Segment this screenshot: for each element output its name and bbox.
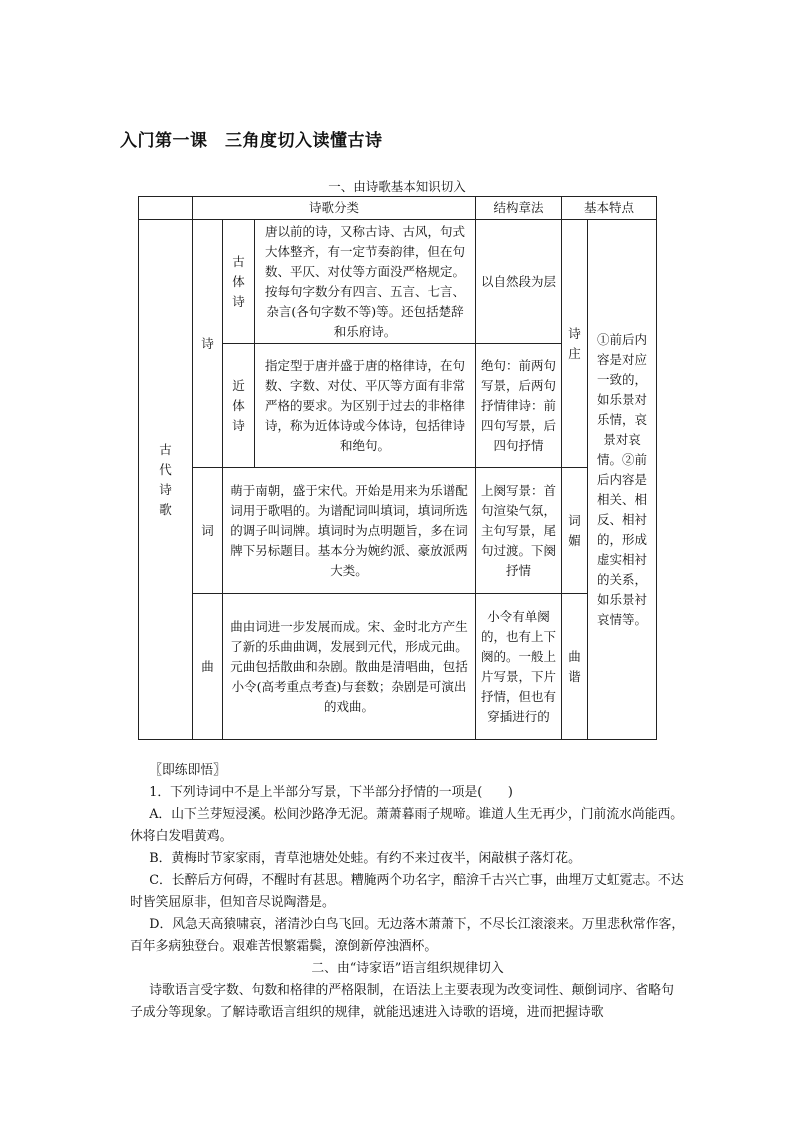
section-2-intro: 诗歌语言受字数、句数和格律的严格限制，在语法上主要表现为改变词性、颠倒词序、省略句子成分等现象。了解诗歌语言组织的规律，就能迅速进入诗歌的语境，进而把握诗歌 xyxy=(130,983,674,1020)
option-c: C．长醉后方何碍，不醒时有甚思。糟腌两个功名字，醅渰千古兴亡事，曲埋万丈虹霓志。不达时皆笑屈原非，但知音尽说陶潜是。 xyxy=(130,873,684,910)
poetry-knowledge-table xyxy=(138,196,657,740)
qu-trait-cell xyxy=(562,594,588,740)
practice-section xyxy=(130,760,685,1024)
ci-description: 萌于南朝，盛于宋代。开始是用来为乐谱配词用于歌唱的。为谱配词叫填词，填词所选的调子叫词牌。填词时为点明题旨，多在词牌下另标题目。基本分为婉约派、豪放派两大类。 xyxy=(223,468,476,594)
jintishi-name-cell xyxy=(223,344,255,468)
qu-description: 曲由词进一步发展而成。宋、金时北方产生了新的乐曲曲调，发展到元代，形成元曲。元曲包括散曲和杂剧。散曲是清唱曲，包括小令(高考重点考查)与套数；杂剧是可演出的戏曲。 xyxy=(223,594,476,740)
qu-trait: 曲谐 xyxy=(568,648,581,684)
gutishi-name-cell xyxy=(223,220,255,344)
era-label: 古代诗歌 xyxy=(159,441,172,517)
table-row-qu xyxy=(139,594,657,740)
jintishi-name: 近体诗 xyxy=(232,377,245,433)
era-cell xyxy=(139,220,193,740)
header-features: 基本特点 xyxy=(562,197,657,220)
features-description: ①前后内容是对应一致的，如乐景对乐情，哀景对哀情。②前后内容是相关、相反、相衬的，形成虚实相衬的关系，如乐景衬哀情等。 xyxy=(588,220,657,740)
gutishi-structure: 以自然段为层 xyxy=(476,220,562,344)
question-1: 1．下列诗词中不是上半部分写景，下半部分抒情的一项是( ) xyxy=(149,785,513,800)
section-2-heading: 二、由“诗家语”语言组织规律切入 xyxy=(311,961,504,976)
qu-label: 曲 xyxy=(201,658,214,674)
option-b: B．黄梅时节家家雨，青草池塘处处蛙。有约不来过夜半，闲敲棋子落灯花。 xyxy=(149,851,581,866)
table-header-row xyxy=(139,197,657,220)
shi-label: 诗 xyxy=(201,335,214,351)
ci-structure: 上阕写景：首句渲染气氛，主句写景，尾句过渡。下阕抒情 xyxy=(476,468,562,594)
ci-label: 词 xyxy=(201,522,214,538)
ci-trait: 词媚 xyxy=(568,512,581,548)
gutishi-description: 唐以前的诗，又称古诗、古风，句式大体整齐，有一定节奏韵律，但在句数、平仄、对仗等方面没严格规定。按每句字数分有四言、五言、七言、杂言(各句字数不等)等。还包括楚辞和乐府诗。 xyxy=(255,220,476,344)
option-d: D．风急天高猿啸哀，渚清沙白鸟飞回。无边落木萧萧下，不尽长江滚滚来。万里悲秋常作客，百年多病独登台。艰难苦恨繁霜鬓，潦倒新停浊酒杯。 xyxy=(130,917,685,954)
shi-trait-cell xyxy=(562,220,588,468)
qu-structure: 小令有单阕的，也有上下阕的。一般上片写景，下片抒情，但也有穿插进行的 xyxy=(476,594,562,740)
ci-trait-cell xyxy=(562,468,588,594)
jintishi-description: 指定型于唐并盛于唐的格律诗，在句数、字数、对仗、平仄等方面有非常严格的要求。为区别于过去的非格律诗，称为近体诗或今体诗，包括律诗和绝句。 xyxy=(255,344,476,468)
header-blank-cell xyxy=(139,197,193,220)
shi-trait: 诗庄 xyxy=(568,325,581,361)
header-structure: 结构章法 xyxy=(476,197,562,220)
gutishi-name: 古体诗 xyxy=(232,253,245,309)
practice-heading: 〖即练即悟〗 xyxy=(149,763,226,778)
table-row-gutishi xyxy=(139,220,657,344)
header-classification: 诗歌分类 xyxy=(193,197,476,220)
shi-category-cell xyxy=(193,220,223,468)
qu-category-cell xyxy=(193,594,223,740)
option-a: A．山下兰芽短浸溪。松间沙路净无泥。萧萧暮雨子规啼。谁道人生无再少，门前流水尚能西。休将白发唱黄鸡。 xyxy=(130,807,684,844)
table-row-ci xyxy=(139,468,657,594)
jintishi-structure: 绝句：前两句写景，后两句抒情律诗：前四句写景，后四句抒情 xyxy=(476,344,562,468)
page-title: 入门第一课 三角度切入读懂古诗 xyxy=(120,131,383,151)
ci-category-cell xyxy=(193,468,223,594)
section-1-heading: 一、由诗歌基本知识切入 xyxy=(328,179,466,194)
